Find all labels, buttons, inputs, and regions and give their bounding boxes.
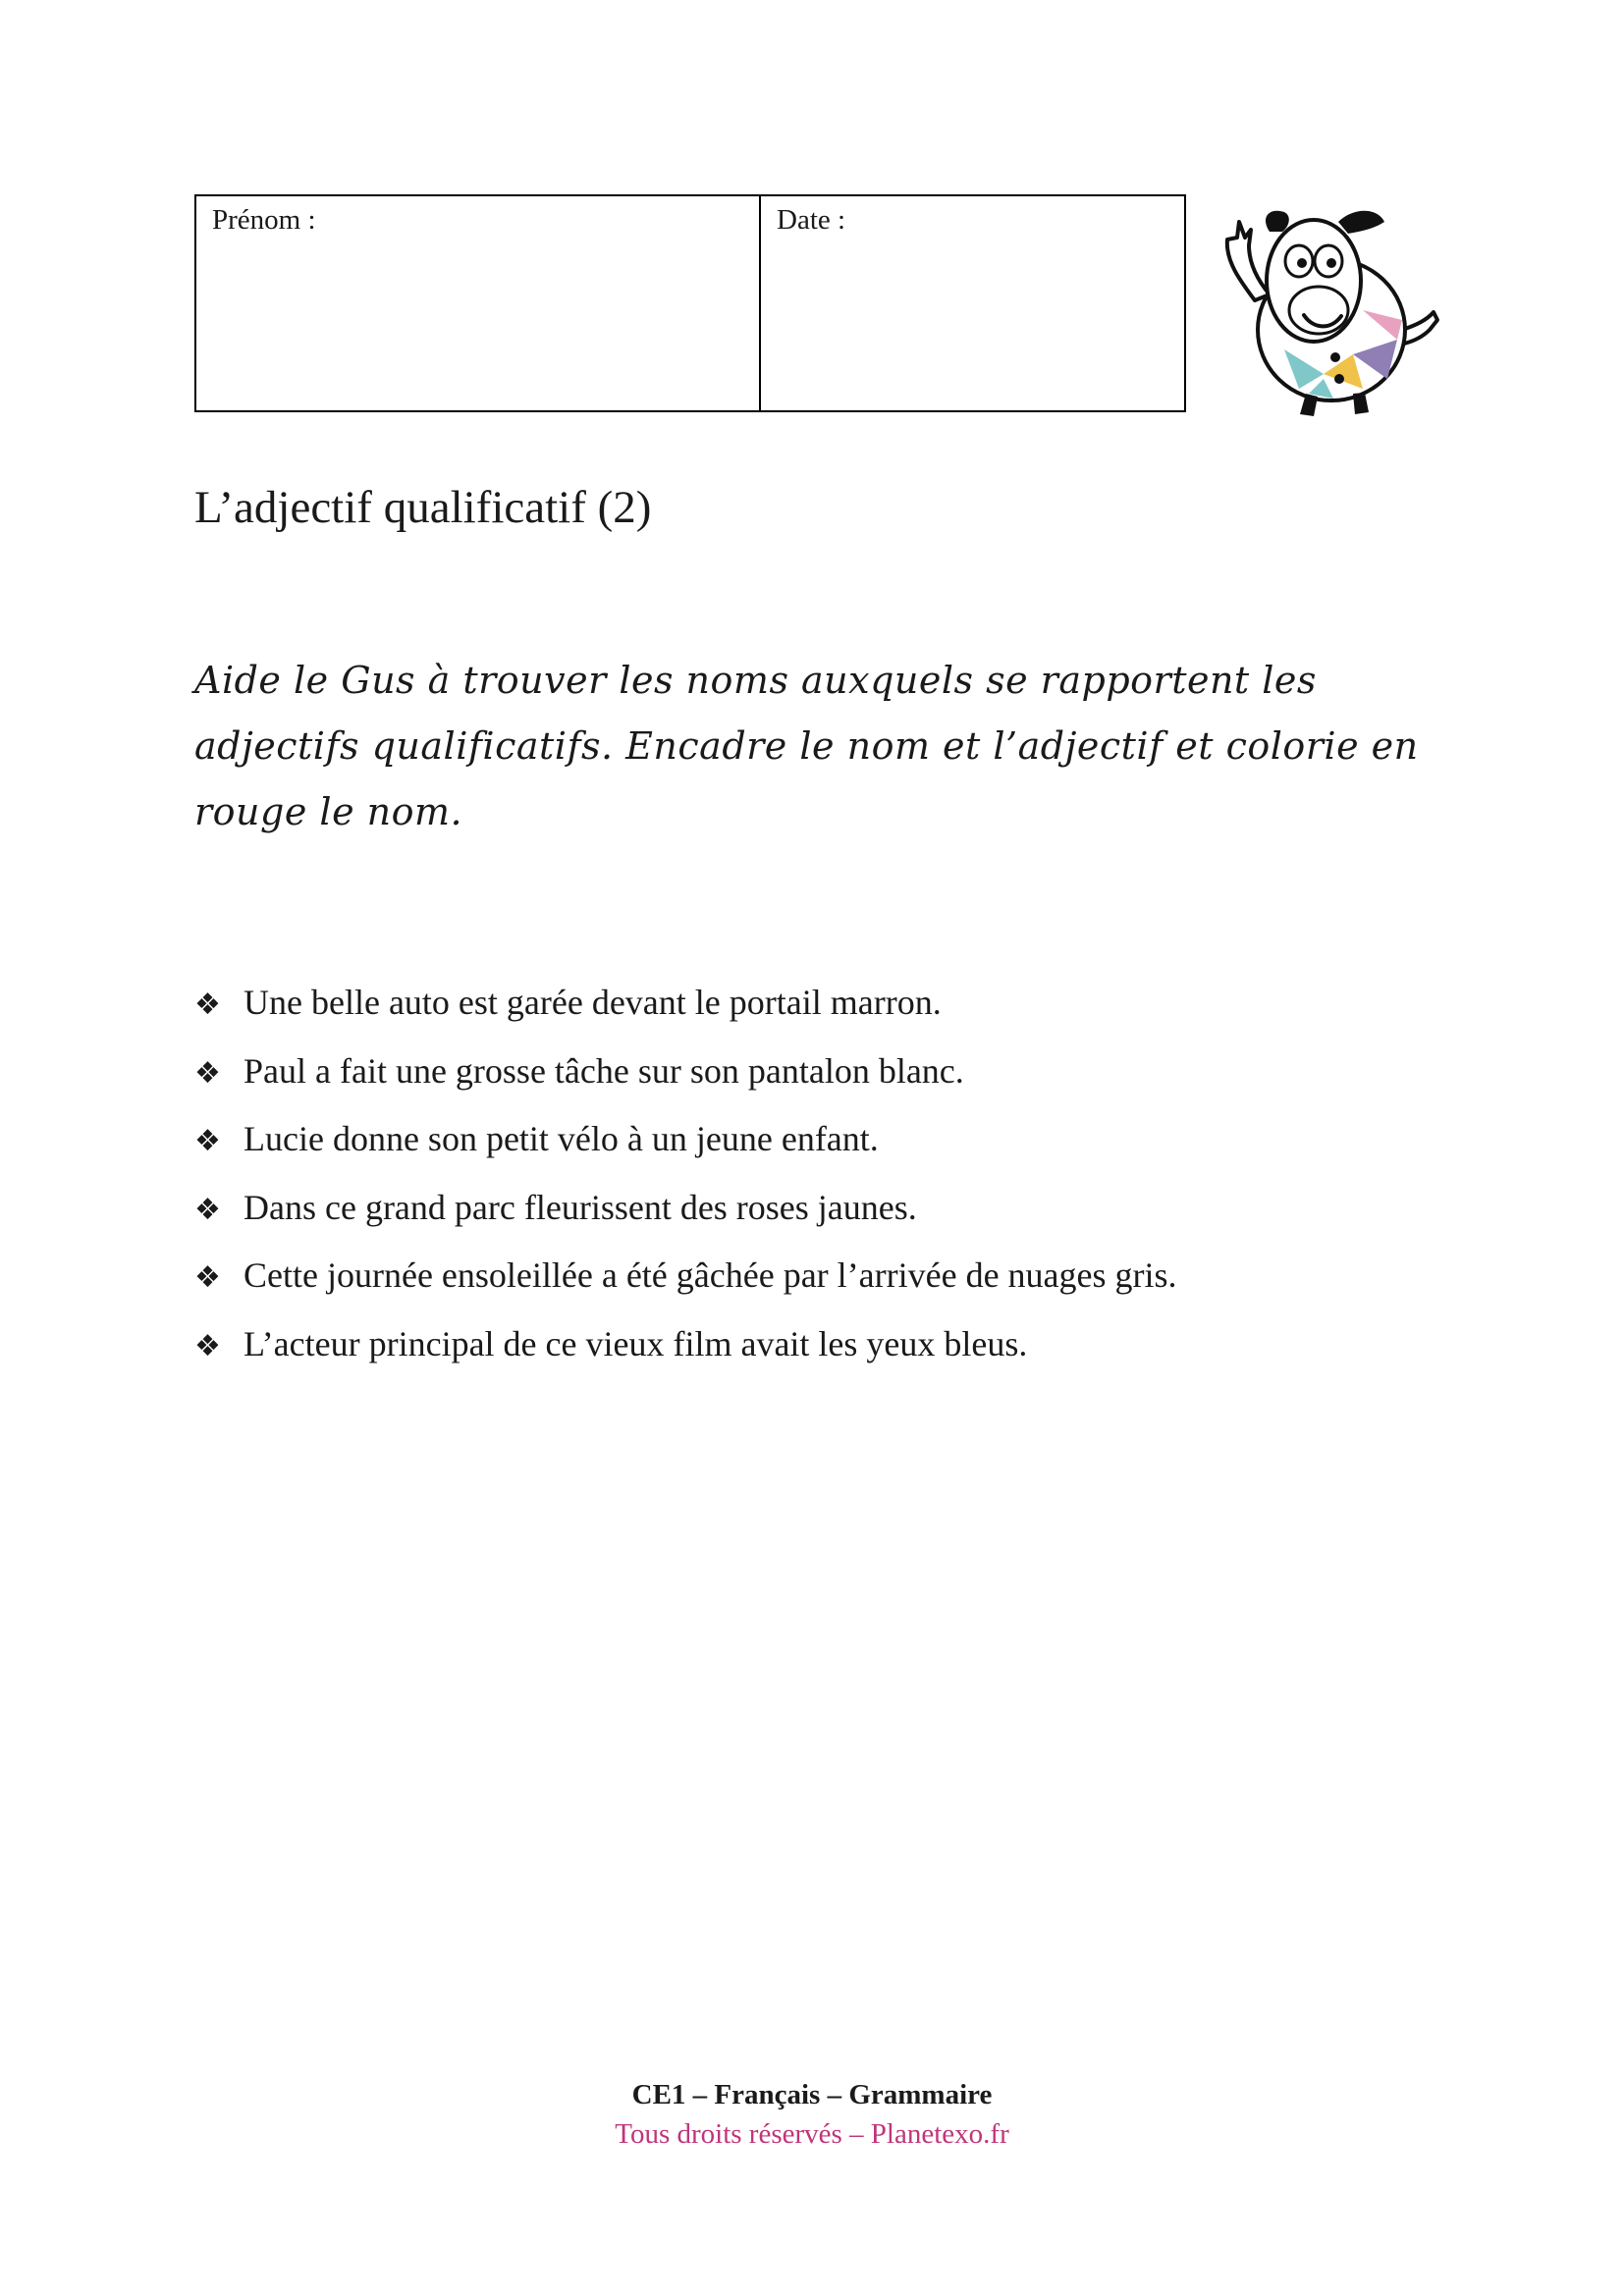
- mascot-foot-right: [1353, 393, 1369, 414]
- list-item: [194, 1118, 1471, 1187]
- diamond-bullet-icon: ❖: [194, 1328, 221, 1363]
- mascot-ear-right: [1338, 211, 1384, 234]
- mascot-ear-left: [1266, 211, 1289, 232]
- sentence-text[interactable]: Lucie donne son petit vélo à un jeune enfant.: [244, 1119, 879, 1158]
- first-name-cell[interactable]: [196, 196, 761, 410]
- mascot-button-1: [1330, 352, 1340, 362]
- diamond-bullet-icon: ❖: [194, 1192, 221, 1227]
- list-item: [194, 1255, 1471, 1323]
- diamond-bullet-icon: ❖: [194, 1260, 221, 1295]
- mascot-arm-right: [1402, 312, 1437, 344]
- sentence-text[interactable]: Dans ce grand parc fleurissent des roses jaunes.: [244, 1187, 917, 1227]
- list-item: [194, 982, 1471, 1050]
- list-item: [194, 1187, 1471, 1255]
- exercise-instruction: Aide le Gus à trouver les noms auxquels se rapportent les adjectifs qualificatifs. Encadre le nom et l’adjectif et colorie en rouge le nom.: [194, 659, 1419, 833]
- first-name-label: Prénom :: [212, 204, 316, 236]
- sentence-text[interactable]: Une belle auto est garée devant le portail marron.: [244, 983, 942, 1022]
- list-item: [194, 1323, 1471, 1392]
- footer-subject: CE1 – Français – Grammaire: [631, 2079, 993, 2110]
- diamond-bullet-icon: ❖: [194, 1124, 221, 1158]
- date-cell[interactable]: [761, 196, 1184, 410]
- page-title: L’adjectif qualificatif (2): [194, 482, 652, 533]
- gus-mascot-image: [1216, 192, 1447, 420]
- list-item: [194, 1050, 1471, 1119]
- mascot-button-2: [1334, 374, 1344, 384]
- footer-copyright: Tous droits réservés – Planetexo.fr: [615, 2118, 1009, 2150]
- date-label: Date :: [777, 204, 846, 236]
- mascot-pupil-left: [1297, 258, 1307, 268]
- name-date-table: [194, 194, 1186, 412]
- sentence-text[interactable]: Paul a fait une grosse tâche sur son pantalon blanc.: [244, 1050, 964, 1091]
- sentence-list: [194, 982, 1471, 1391]
- sentence-text[interactable]: L’acteur principal de ce vieux film avait les yeux bleus.: [244, 1323, 1028, 1363]
- diamond-bullet-icon: ❖: [194, 1055, 221, 1091]
- mascot-arm-left: [1227, 222, 1270, 300]
- diamond-bullet-icon: ❖: [194, 988, 221, 1022]
- sentence-text[interactable]: Cette journée ensoleillée a été gâchée par l’arrivée de nuages gris.: [244, 1255, 1177, 1295]
- mascot-pupil-right: [1326, 258, 1336, 268]
